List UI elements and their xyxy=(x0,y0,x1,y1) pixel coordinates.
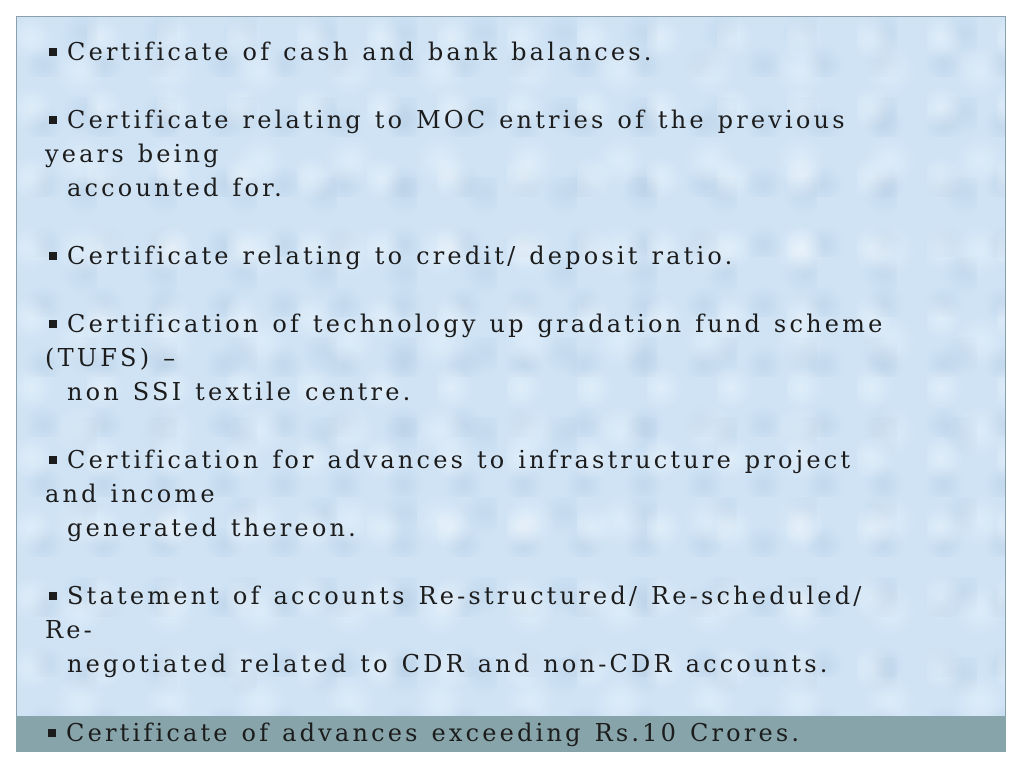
slide-frame xyxy=(16,16,1006,752)
list-item-line xyxy=(45,307,987,341)
list-item xyxy=(45,239,987,273)
list-item xyxy=(45,443,987,545)
list-item-text: Certification for advances to infrastructure project xyxy=(67,446,854,474)
list-item-continuation: (TUFS) – xyxy=(45,344,179,372)
square-bullet-icon xyxy=(48,729,56,737)
list-item-continuation: accounted for. xyxy=(67,174,285,202)
list-item-line xyxy=(45,579,987,613)
list-item-text: Certification of technology up gradation fund scheme xyxy=(67,310,886,338)
list-item-line xyxy=(45,443,987,477)
list-item xyxy=(45,307,987,409)
square-bullet-icon xyxy=(49,592,57,600)
square-bullet-icon xyxy=(49,116,57,124)
list-item-line xyxy=(45,239,987,273)
list-item xyxy=(45,103,987,205)
list-item-text: Certificate relating to credit/ deposit ratio. xyxy=(67,242,736,270)
square-bullet-icon xyxy=(49,320,57,328)
list-item-text: Statement of accounts Re-structured/ Re-scheduled/ xyxy=(67,582,865,610)
list-item-line xyxy=(45,103,987,137)
square-bullet-icon xyxy=(49,252,57,260)
list-item-text: Certificate relating to MOC entries of the previous xyxy=(67,106,848,134)
footer-item-text: Certificate of advances exceeding Rs.10 Crores. xyxy=(66,719,803,747)
list-item-continuation: non SSI textile centre. xyxy=(67,378,414,406)
square-bullet-icon xyxy=(49,456,57,464)
list-item-text: Certificate of cash and bank balances. xyxy=(67,38,655,66)
square-bullet-icon xyxy=(49,48,57,56)
list-item-continuation: years being xyxy=(45,140,222,168)
list-item-continuation: negotiated related to CDR and non-CDR accounts. xyxy=(67,650,831,678)
list-item-line xyxy=(45,35,987,69)
list-item-continuation: generated thereon. xyxy=(67,514,359,542)
list-item xyxy=(45,35,987,69)
footer-list-item xyxy=(44,716,802,752)
bullet-list xyxy=(45,35,987,715)
list-item-continuation: Re- xyxy=(45,616,95,644)
list-item-continuation: and income xyxy=(45,480,218,508)
list-item xyxy=(45,579,987,681)
